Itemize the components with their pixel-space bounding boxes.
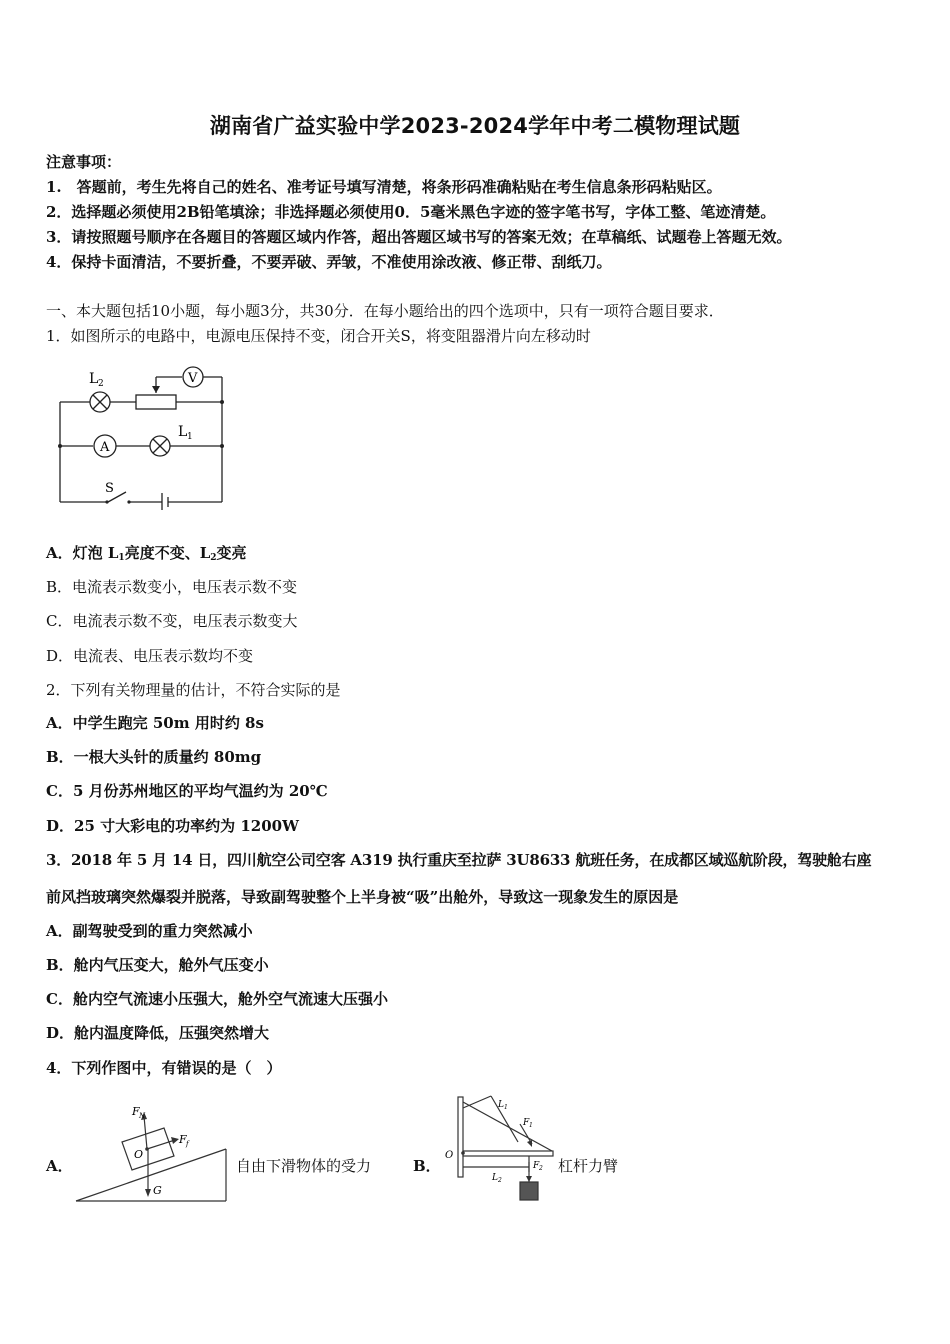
q1-option-a-sub2: 2 <box>210 553 217 563</box>
l2-label: L <box>89 371 99 387</box>
lever-l1-sub: 1 <box>504 1104 508 1111</box>
q1-option-c: C．电流表示数不变，电压表示数变大 <box>46 612 298 630</box>
lever-f1-sub: 1 <box>529 1122 533 1129</box>
q3-option-d: D．舱内温度降低，压强突然增大 <box>46 1024 270 1042</box>
notes-heading: 注意事项： <box>46 153 122 171</box>
normal-force-sub: N <box>139 1112 146 1120</box>
lever-f2-sub: 2 <box>539 1165 543 1172</box>
q4-option-a-figure <box>72 1100 232 1206</box>
lever-l2-sub: 2 <box>498 1177 502 1184</box>
q1-option-a-text: A．灯泡 L <box>46 544 119 562</box>
note-item-1: 1. 答题前，考生先将自己的姓名、准考证号填写清楚，将条形码准确粘贴在考生信息条形码粘贴区。 <box>46 178 722 196</box>
q4-stem: 4．下列作图中，有错误的是（ ） <box>46 1059 282 1077</box>
q3-stem-line2: 前风挡玻璃突然爆裂并脱落，导致副驾驶整个上半身被“吸”出舱外，导致这一现象发生的原因是 <box>46 888 679 906</box>
lever-f1-label: F <box>523 1118 530 1128</box>
q1-circuit-diagram <box>50 362 235 510</box>
note-item-2: 2．选择题必须使用2B铅笔填涂；非选择题必须使用0．5毫米黑色字迹的签字笔书写，字体工整、笔迹清楚。 <box>46 203 776 221</box>
q1-option-a <box>46 543 247 568</box>
normal-force-label: F <box>132 1105 140 1118</box>
lever-f2-label: F <box>533 1161 540 1171</box>
friction-force-sub: f <box>186 1140 189 1148</box>
q2-stem: 2．下列有关物理量的估计，不符合实际的是 <box>46 681 341 699</box>
page-title: 湖南省广益实验中学2023-2024学年中考二模物理试题 <box>209 114 741 138</box>
l1-label: L <box>178 424 188 440</box>
q3-option-b: B．舱内气压变大，舱外气压变小 <box>46 956 269 974</box>
q1-option-a-sub1: 1 <box>118 553 125 563</box>
l2-label-sub: 2 <box>98 379 104 389</box>
q4-option-b-figure <box>440 1092 558 1210</box>
lever-l2-label: L <box>492 1173 498 1183</box>
note-item-3: 3．请按照题号顺序在各题目的答题区域内作答，超出答题区域书写的答案无效；在草稿纸、试题卷上答题无效。 <box>46 228 792 246</box>
q1-option-d: D．电流表、电压表示数均不变 <box>46 647 254 665</box>
q2-option-a: A．中学生跑完 50m 用时约 8s <box>46 714 264 732</box>
q2-option-d: D．25 寸大彩电的功率约为 1200W <box>46 817 299 835</box>
l1-label-sub: 1 <box>187 432 193 442</box>
lever-l1-label: L <box>498 1100 504 1110</box>
q1-stem: 1．如图所示的电路中，电源电压保持不变，闭合开关S，将变阻器滑片向左移动时 <box>46 327 591 345</box>
center-o-label: O <box>134 1148 144 1161</box>
friction-force-label: F <box>179 1133 187 1146</box>
section-heading: 一、本大题包括10小题，每小题3分，共30分．在每小题给出的四个选项中，只有一项符合题目要求． <box>46 302 724 320</box>
switch-label: S <box>105 481 114 496</box>
q2-option-c: C．5 月份苏州地区的平均气温约为 20℃ <box>46 782 328 800</box>
q3-stem-line1: 3．2018 年 5 月 14 日，四川航空公司空客 A319 执行重庆至拉萨 3U8633 航班任务，在成都区域巡航阶段，驾驶舱右座 <box>46 851 872 869</box>
note-item-4: 4．保持卡面清洁，不要折叠，不要弄破、弄皱，不准使用涂改液、修正带、刮纸刀。 <box>46 253 612 271</box>
q1-option-a-end: 变亮 <box>216 544 247 562</box>
q1-option-a-mid: 亮度不变、L <box>124 544 211 562</box>
q3-option-c: C．舱内空气流速小压强大，舱外空气流速大压强小 <box>46 990 388 1008</box>
voltmeter-label: V <box>188 371 198 386</box>
q4-option-a-label: A． <box>46 1157 73 1175</box>
q4-option-a-caption: 自由下滑物体的受力 <box>236 1157 372 1175</box>
ammeter-label: A <box>100 440 110 455</box>
q4-option-b-caption: 杠杆力臂 <box>558 1157 619 1175</box>
q3-option-a: A．副驾驶受到的重力突然减小 <box>46 922 253 940</box>
q2-option-b: B．一根大头针的质量约 80mg <box>46 748 262 766</box>
gravity-label: G <box>153 1184 162 1197</box>
q4-option-b-label: B． <box>413 1157 441 1175</box>
q1-option-b: B．电流表示数变小，电压表示数不变 <box>46 578 298 596</box>
fulcrum-o-label: O <box>445 1150 454 1161</box>
